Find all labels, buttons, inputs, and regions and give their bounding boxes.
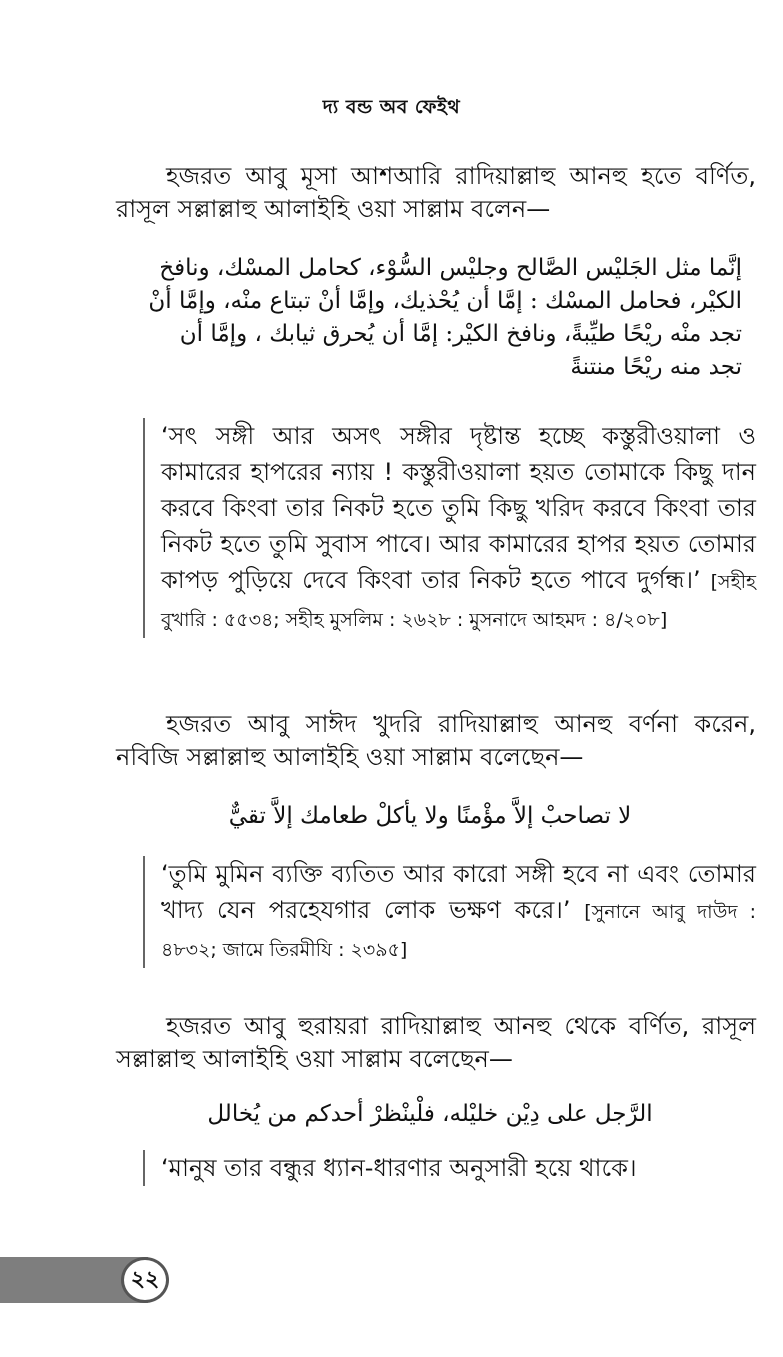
translation-quote-1 [143, 418, 756, 638]
translation-text-3: ‘মানুষ তার বন্ধুর ধ্যান-ধারণার অনুসারী হয়ে থাকে। [161, 1154, 637, 1182]
page-number: ২২ [121, 1257, 169, 1303]
arabic-text-2: لا تصاحبْ إلاَّ مؤْمنًا ولا يأكلْ طعامك إلاَّ تقيٌّ [228, 803, 632, 829]
hadith-intro-3: হজরত আবু হুরায়রা রাদিয়াল্লাহু আনহু থেকে বর্ণিত, রাসূল সল্লাল্লাহু আলাইহি ওয়া সাল্লাম বলেছেন— [116, 1012, 756, 1073]
reference-1: [সহীহ বুখারি : ৫৫৩৪; সহীহ মুসলিম : ২৬২৮ : মুসনাদে আহমদ : ৪/২০৮] [161, 571, 756, 631]
running-header: দ্য বন্ড অব ফেইথ [322, 96, 461, 118]
arabic-text-1: إنَّما مثل الجَليْس الصَّالح وجليْس السُّوْء، كحامل المسْك، ونافخ الكيْر، فحامل المسْك : إمَّا أن يُحْذيك، وإمَّا أنْ تبتاع منْه، وإمَّا أنْ تجد منْه ريْحًا طيِّبةً، ونافخ الكيْر: إمَّا أن يُحرق ثيابك ، وإمَّا أن تجد منه ريْحًا منتنةً [148, 255, 742, 380]
translation-quote-2 [143, 856, 756, 968]
arabic-text-3: الرَّجل على دِيْن خليْله، فلْينْظرْ أحدكم من يُخالل [207, 1101, 653, 1127]
hadith-intro-1: হজরত আবু মূসা আশআরি রাদিয়াল্লাহু আনহু হতে বর্ণিত, রাসূল সল্লাল্লাহু আলাইহি ওয়া সাল্লাম বলেন— [116, 162, 756, 223]
translation-quote-3 [143, 1150, 756, 1186]
reference-2: [সুনানে আবু দাউদ : ৪৮৩২; জামে তিরমীযি : ২৩৯৫] [161, 901, 756, 961]
translation-text-1: ‘সৎ সঙ্গী আর অসৎ সঙ্গীর দৃষ্টান্ত হচ্ছে কস্তুরীওয়ালা ও কামারের হাপরের ন্যায় ! কস্তুরীওয়ালা হয়ত তোমাকে কিছু দান করবে কিংবা তার নিকট হতে তুমি কিছু খরিদ করবে কিংবা তার নিকট হতে তুমি সুবাস পাবে। আর কামারের হাপর হয়ত তোমার কাপড় পুড়িয়ে দেবে কিংবা তার নিকট হতে পাবে দুর্গন্ধ।’ [161, 422, 756, 594]
translation-text-2: ‘তুমি মুমিন ব্যক্তি ব্যতিত আর কারো সঙ্গী হবে না এবং তোমার খাদ্য যেন পরহেযগার লোক ভক্ষণ করে।’ [161, 860, 756, 924]
hadith-intro-2: হজরত আবু সাঈদ খুদরি রাদিয়াল্লাহু আনহু বর্ণনা করেন, নবিজি সল্লাল্লাহু আলাইহি ওয়া সাল্লাম বলেছেন— [116, 710, 756, 771]
